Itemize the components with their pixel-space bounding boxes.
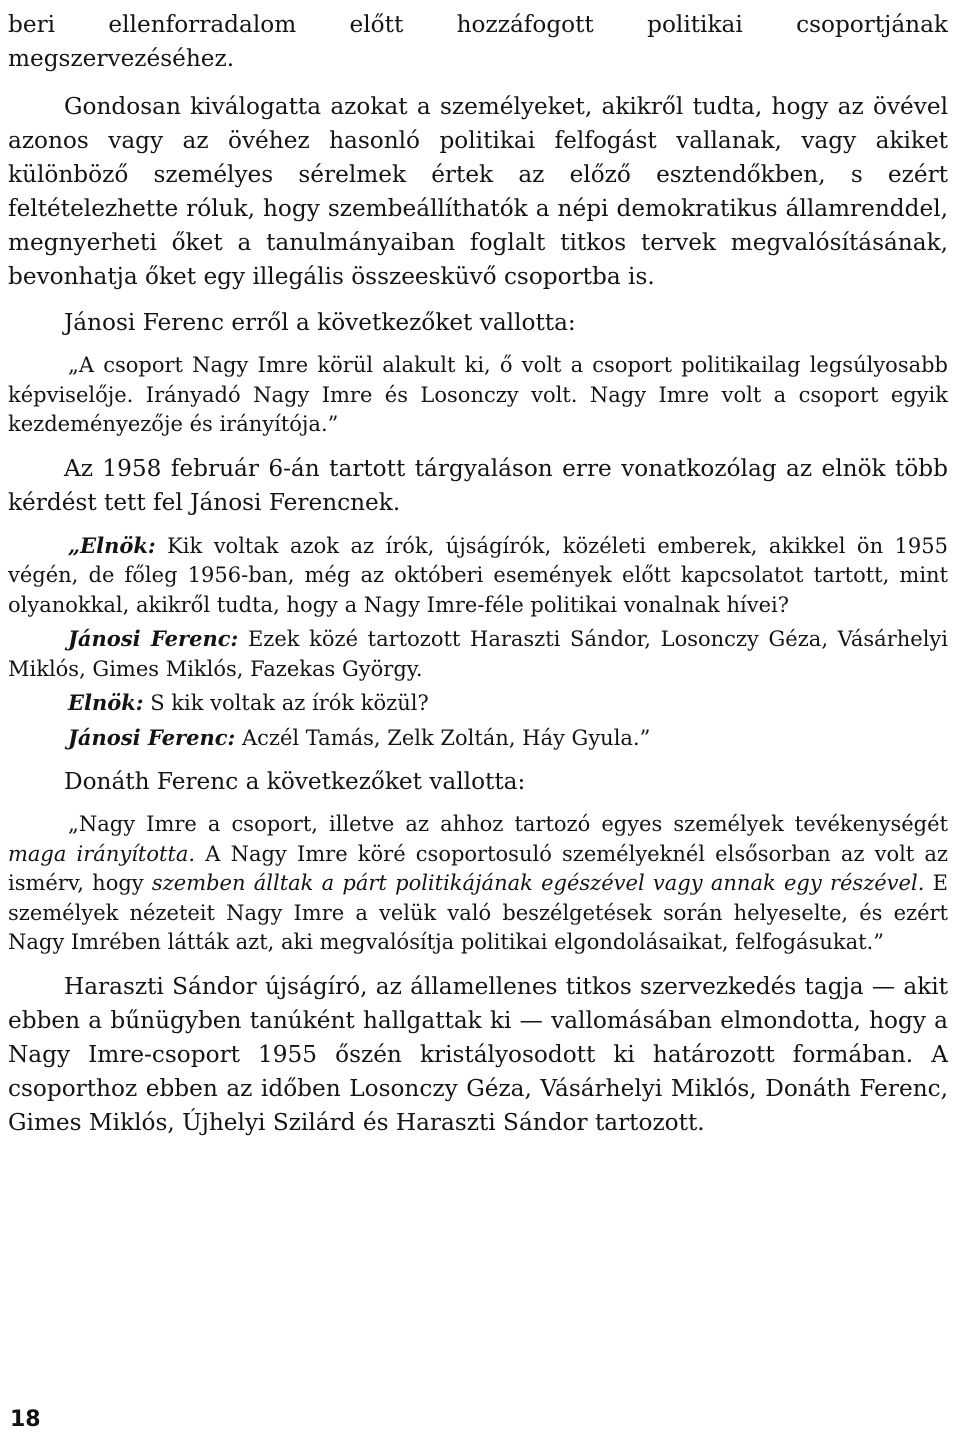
paragraph-janosi-intro: Jánosi Ferenc erről a következőket vallotta:	[64, 309, 576, 336]
dialogue-speaker: Jánosi Ferenc:	[68, 724, 236, 750]
dialogue-speaker: Jánosi Ferenc:	[68, 626, 239, 651]
dialogue-text: Ezek közé tartozott Haraszti Sándor, Losonczy Géza, Vásárhelyi Miklós, Gimes Miklós, Fazekas György.	[8, 627, 948, 681]
dialogue-text: Kik voltak azok az írók, újságírók, közéleti emberek, akikkel ön 1955 végén, de főleg 1956-ban, még az októberi események előtt kapcsolatot tartott, mint olyanokkal, akikről tudta, hogy a Nagy Imre-féle politikai vonalnak hívei?	[8, 533, 948, 617]
page-number: 18	[10, 1407, 41, 1432]
dialogue-text: S kik voltak az írók közül?	[150, 691, 429, 715]
quote-emphasis: szemben álltak a párt politikájának egészével vagy annak egy részével.	[151, 871, 925, 895]
paragraph-selection: Gondosan kiválogatta azokat a személyeket, akikről tudta, hogy az övével azonos vagy az övéhez hasonló politikai felfogást vallanak, vagy akiket különböző személyes sérelmek értek az előző esztendőkben, s ezért feltételezhette róluk, hogy szembeállíthatók a népi demokratikus államrenddel, megnyerheti őket a tanulmányaiban foglalt titkos tervek megvalósításának, bevonhatja őket egy illegális összeesküvő csoportba is.	[8, 93, 948, 290]
dialogue-block	[8, 531, 948, 754]
dialogue-speaker: „Elnök:	[68, 532, 156, 558]
paragraph-haraszti: Haraszti Sándor újságíró, az államellenes titkos szervezkedés tagja — akit ebben a bűnügyben tanúként hallgattak ki — vallomásában elmondotta, hogy a Nagy Imre-csoport 1955 őszén kristályosodott ki határozott formában. A csoporthoz ebben az időben Losonczy Géza, Vásárhelyi Miklós, Donáth Ferenc, Gimes Miklós, Újhelyi Szilárd és Haraszti Sándor tartozott.	[8, 972, 948, 1136]
quote-emphasis: maga irányította.	[8, 841, 196, 866]
quote-donath	[8, 810, 948, 958]
quote-text: E személyek nézeteit Nagy Imre a velük való beszélgetések során helyeselte, és ezért Nagy Imrében látták azt, aki megvalósítja politikai elgondolásaikat, felfogásukat.”	[8, 871, 948, 954]
dialogue-line	[8, 624, 948, 684]
dialogue-line	[8, 531, 948, 621]
dialogue-text: Aczél Tamás, Zelk Zoltán, Háy Gyula.”	[241, 725, 651, 750]
quote-text: „Nagy Imre a csoport, illetve az ahhoz tartozó egyes személyek tevékenységét	[68, 812, 948, 836]
paragraph-continuation: beri ellenforradalom előtt hozzáfogott politikai csoportjának megszervezéséhez.	[8, 11, 948, 72]
quote-text: A Nagy Imre köré csoportosuló személyeknél elsősorban az volt az ismérv, hogy	[8, 841, 948, 895]
paragraph-trial: Az 1958 február 6-án tartott tárgyaláson erre vonatkozólag az elnök több kérdést tett fel Jánosi Ferencnek.	[8, 454, 948, 516]
dialogue-line	[8, 723, 948, 754]
quote-janosi: „A csoport Nagy Imre körül alakult ki, ő volt a csoport politikailag legsúlyosabb képviselője. Irányadó Nagy Imre és Losonczy volt. Nagy Imre volt a csoport egyik kezdeményezője és irányítója.”	[8, 353, 948, 436]
dialogue-line	[8, 688, 948, 719]
dialogue-speaker: Elnök:	[68, 690, 144, 715]
paragraph-donath-intro: Donáth Ferenc a következőket vallotta:	[64, 768, 526, 795]
